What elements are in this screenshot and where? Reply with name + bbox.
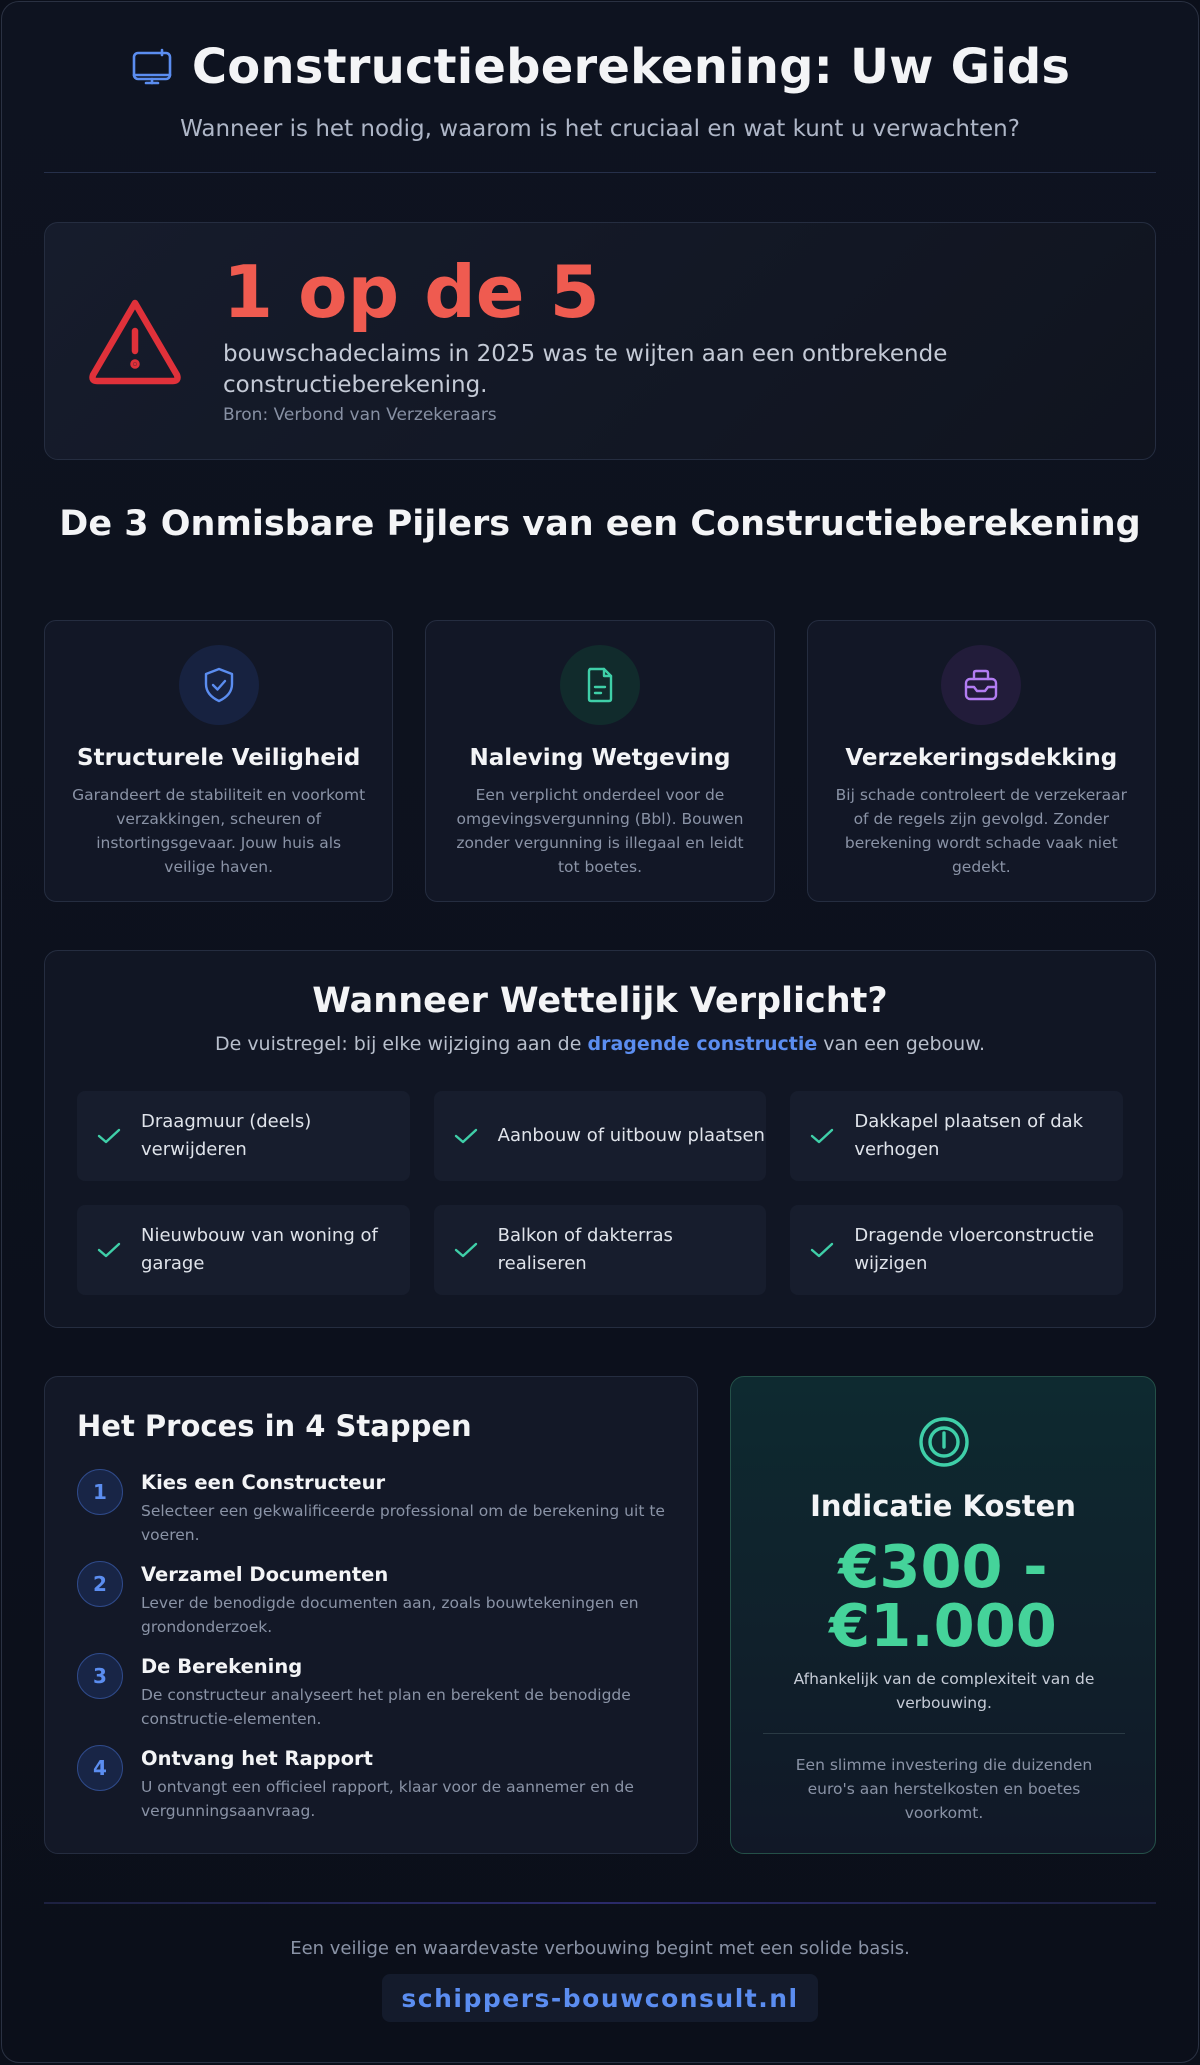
step-number: 3 (77, 1653, 123, 1699)
document-icon (560, 645, 640, 725)
stat-description: bouwschadeclaims in 2025 was te wijten aan een ontbrekende constructieberekening. (223, 341, 948, 399)
requirement-item (77, 1091, 410, 1181)
check-icon (452, 1127, 480, 1145)
requirement-label: Dakkapel plaatsen of dak verhogen (854, 1111, 1084, 1160)
requirement-label: Balkon of dakterras realiseren (497, 1225, 673, 1274)
title-row (44, 36, 1156, 98)
check-icon (808, 1127, 836, 1145)
requirements-title: Wanneer Wettelijk Verplicht? (312, 981, 888, 1021)
shield-check-icon (179, 645, 259, 725)
inbox-icon (941, 645, 1021, 725)
check-icon (452, 1241, 480, 1259)
process-card (44, 1376, 698, 1854)
cost-amount-to: €1.000 (829, 1591, 1057, 1660)
process-step (77, 1745, 677, 1837)
requirement-label: Nieuwbouw van woning of garage (141, 1225, 378, 1274)
process-step (77, 1653, 677, 1745)
pillar-description: Een verplicht onderdeel voor de omgevingsvergunning (Bbl). Bouwen zonder vergunning is illegaal en leidt tot boetes. (456, 786, 744, 877)
website-link[interactable]: schippers-bouwconsult.nl (382, 1974, 818, 2022)
requirement-label: Aanbouw of uitbouw plaatsen (497, 1125, 765, 1147)
stat-source: Bron: Verbond van Verzekeraars (223, 405, 497, 426)
cost-amount (731, 1532, 1155, 1660)
pillar-card (807, 620, 1156, 902)
requirements-section (44, 950, 1156, 1328)
step-number: 4 (77, 1745, 123, 1791)
requirements-grid (77, 1091, 1123, 1295)
pillars-title: De 3 Onmisbare Pijlers van een Constructieberekening (59, 504, 1141, 544)
cost-note: Afhankelijk van de complexiteit van de verbouwing. (793, 1670, 1095, 1713)
footer-text: Een veilige en waardevaste verbouwing begint met een solide basis. (290, 1938, 910, 1959)
check-icon (95, 1127, 123, 1145)
requirement-item (790, 1205, 1123, 1295)
divider (763, 1733, 1125, 1734)
step-number: 2 (77, 1561, 123, 1607)
coin-icon (917, 1415, 971, 1469)
divider (44, 172, 1156, 173)
pillar-card (425, 620, 774, 902)
requirements-subtitle (45, 1033, 1155, 1055)
process-step (77, 1561, 677, 1653)
stat-text (223, 249, 1103, 425)
pillars (44, 620, 1156, 902)
subtitle-highlight: dragende constructie (587, 1033, 818, 1055)
subtitle-prefix: De vuistregel: bij elke wijziging aan de (214, 1033, 582, 1055)
cost-title: Indicatie Kosten (810, 1489, 1076, 1523)
subtitle-suffix: van een gebouw. (823, 1033, 986, 1055)
requirement-item (77, 1205, 410, 1295)
step-title: Verzamel Documenten (141, 1563, 389, 1586)
pillar-title: Verzekeringsdekking (845, 745, 1118, 771)
step-title: Ontvang het Rapport (141, 1747, 373, 1770)
page-subtitle: Wanneer is het nodig, waarom is het cruciaal en wat kunt u verwachten? (180, 116, 1020, 142)
pillar-title: Naleving Wetgeving (469, 745, 731, 771)
process-steps (77, 1469, 677, 1837)
step-title: De Berekening (141, 1655, 303, 1678)
cost-card (730, 1376, 1156, 1854)
step-number: 1 (77, 1469, 123, 1515)
step-title: Kies een Constructeur (141, 1471, 386, 1494)
footer-divider (44, 1902, 1156, 1904)
stat-headline: 1 op de 5 (223, 250, 600, 334)
step-description: Selecteer een gekwalificeerde professional om de berekening uit te voeren. (141, 1502, 665, 1545)
step-description: U ontvangt een officieel rapport, klaar voor de aannemer en de vergunningsaanvraag. (141, 1778, 634, 1821)
check-icon (808, 1241, 836, 1259)
cost-amount-from: €300 - (838, 1532, 1048, 1601)
process-title: Het Proces in 4 Stappen (77, 1409, 472, 1443)
stat-callout (44, 222, 1156, 460)
requirement-item (434, 1091, 767, 1181)
pillar-description: Bij schade controleert de verzekeraar of de regels zijn gevolgd. Zonder berekening wordt schade vaak niet gedekt. (835, 786, 1127, 877)
warning-triangle-icon (83, 289, 187, 393)
step-description: Lever de benodigde documenten aan, zoals bouwtekeningen en grondonderzoek. (141, 1594, 639, 1637)
page-title: Constructieberekening: Uw Gids (191, 39, 1071, 95)
requirement-item (434, 1205, 767, 1295)
requirement-label: Draagmuur (deels) verwijderen (141, 1111, 312, 1160)
header (44, 36, 1156, 142)
cost-footer: Een slimme investering die duizenden euro's aan herstelkosten en boetes voorkomt. (795, 1756, 1093, 1823)
monitor-icon (130, 45, 174, 89)
process-step (77, 1469, 677, 1561)
requirement-item (790, 1091, 1123, 1181)
pillar-description: Garandeert de stabiliteit en voorkomt verzakkingen, scheuren of instortingsgevaar. Jouw huis als veilige haven. (72, 786, 366, 877)
check-icon (95, 1241, 123, 1259)
pillar-title: Structurele Veiligheid (77, 745, 361, 771)
pillar-card (44, 620, 393, 902)
requirement-label: Dragende vloerconstructie wijzigen (854, 1225, 1095, 1274)
step-description: De constructeur analyseert het plan en berekent de benodigde constructie-elementen. (141, 1686, 631, 1729)
